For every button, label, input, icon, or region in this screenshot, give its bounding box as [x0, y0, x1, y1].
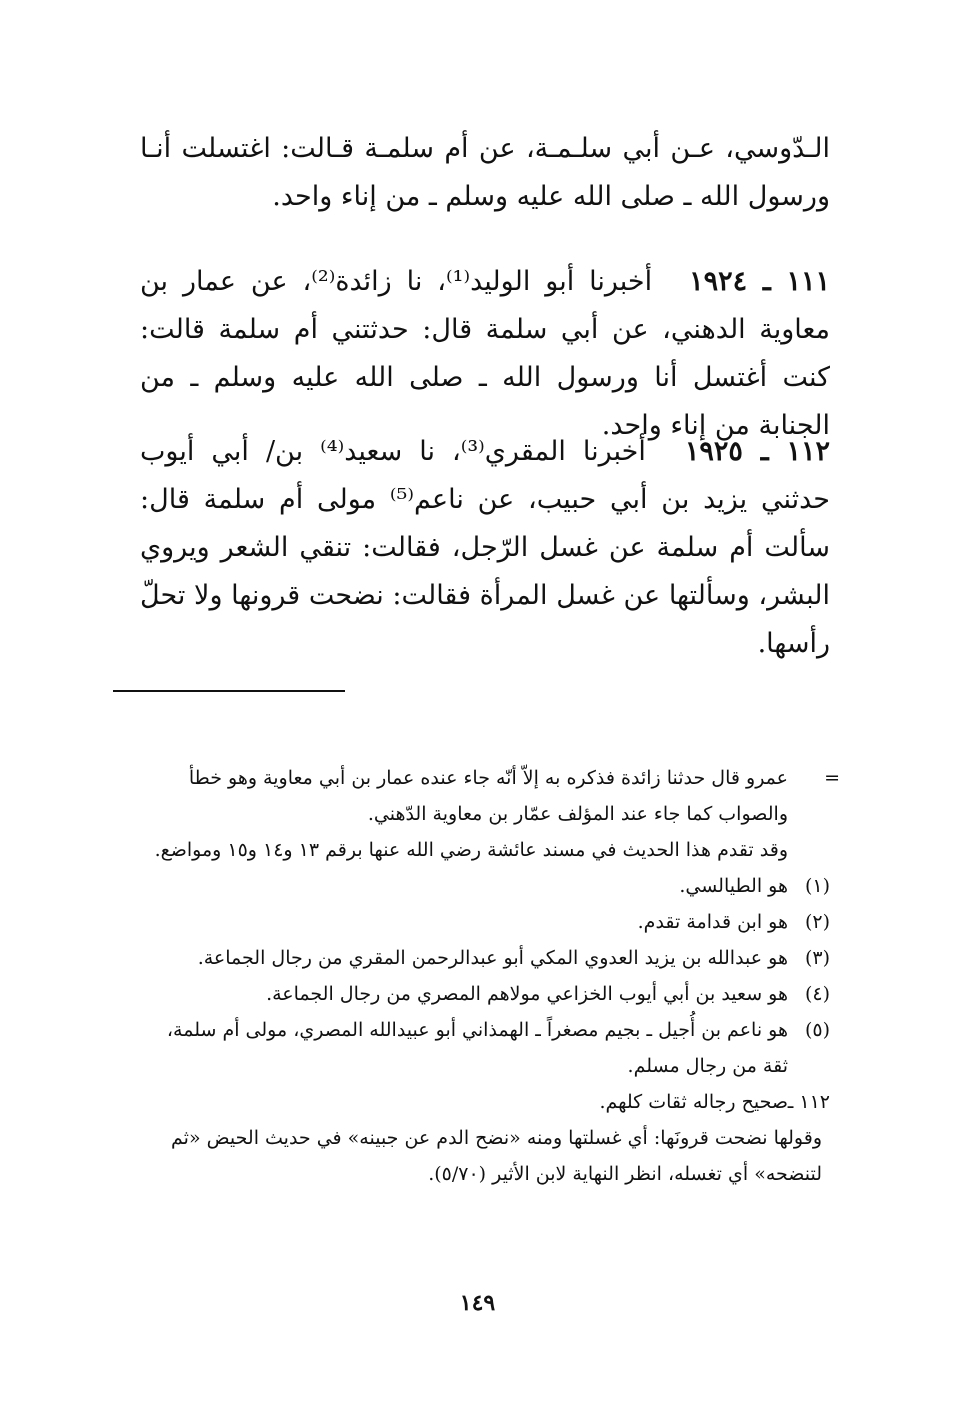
hadith-note-112-explanation: [140, 1120, 830, 1192]
footnote-marker: (٥): [804, 1019, 830, 1041]
footnote-continuation: [140, 760, 840, 868]
footnote-text: وقولها نضحت قرونَها: أي غسلتها ومنه «نضح الدم عن جبينه» في حديث الحيض «ثم لتنضحه» أي تغسله، انظر النهاية لابن الأثير (٥/٧٠).: [171, 1127, 822, 1185]
footnote-text: صحيح رجاله ثقات كلهم.: [599, 1091, 788, 1113]
footnote-1: [140, 868, 830, 904]
footnote-text: وقد تقدم هذا الحديث في مسند عائشة رضي الله عنها برقم ١٣ و١٤ و١٥ ومواضع.: [154, 839, 788, 861]
footnote-marker: (٤): [804, 983, 830, 1005]
continuation-mark: =: [824, 767, 840, 789]
page-number: ١٤٩: [459, 1290, 496, 1316]
footnote-text: عمرو قال حدثنا زائدة فذكره به إلاّ أنّه جاء عنده عمار بن أبي معاوية وهو خطأ والصواب كما جاء عند المؤلف عمّار بن معاوية الدّهني.: [188, 767, 788, 825]
footnote-text: هو ناعم بن أُجيل ـ بجيم مصغراً ـ الهمذاني أبو عبيدالله المصري، مولى أم سلمة، ثقة من رجال مسلم.: [166, 1019, 788, 1077]
footnote-text: هو ابن قدامة تقدم.: [637, 911, 788, 933]
footnote-3: [140, 940, 830, 976]
hadith-text: أخبرنا أبو الوليد⁽¹⁾، نا زائدة⁽²⁾، عن عمار بن معاوية الدهني، عن أبي سلمة قال: حدثتني أم سلمة قالت: كنت أغتسل أنا ورسول الله ـ صلى الله عليه وسلم ـ من الجنابة من إناء واحد.: [140, 266, 830, 441]
footnote-separator: [113, 690, 345, 692]
hadith-text: أخبرنا المقري⁽³⁾، نا سعيد⁽⁴⁾ بن/ أبي أيوب حدثني يزيد بن أبي حبيب، عن ناعم⁽⁵⁾ مولى أم سلمة قال: سألت أم سلمة عن غسل الرّجل، فقالت: تنقي الشعر ويروي البشر، وسألتها عن غسل المرأة فقالت: نضحت قرونها ولا تحلّ رأسها.: [140, 436, 830, 659]
hadith-note-112: [140, 1084, 830, 1120]
footnote-marker: (٢): [804, 911, 830, 933]
paragraph-continuation: [140, 125, 830, 221]
paragraph-text: الـدّوسي، عـن أبي سلـمـة، عن أم سلمـة قـالت: اغتسلت أنـا ورسول الله ـ صلى الله عليه وسلم ـ من إناء واحد.: [140, 133, 830, 212]
footnote-marker: ١١٢ ـ: [787, 1091, 830, 1113]
footnote-4: [140, 976, 830, 1012]
hadith-1925: [140, 428, 830, 668]
footnote-text: هو عبدالله بن يزيد العدوي المكي أبو عبدالرحمن المقري من رجال الجماعة.: [197, 947, 788, 969]
footnote-marker: (١): [804, 875, 830, 897]
hadith-number: ١١١ ـ ١٩٢٤: [689, 266, 830, 297]
footnotes: [140, 760, 840, 1192]
footnote-text: هو الطيالسي.: [679, 875, 788, 897]
footnote-2: [140, 904, 830, 940]
hadith-number: ١١٢ ـ ١٩٢٥: [684, 436, 830, 467]
footnote-marker: (٣): [804, 947, 830, 969]
footnote-5: [140, 1012, 830, 1084]
hadith-1924: [140, 258, 830, 450]
footnote-text: هو سعيد بن أبي أيوب الخزاعي مولاهم المصري من رجال الجماعة.: [266, 983, 788, 1005]
